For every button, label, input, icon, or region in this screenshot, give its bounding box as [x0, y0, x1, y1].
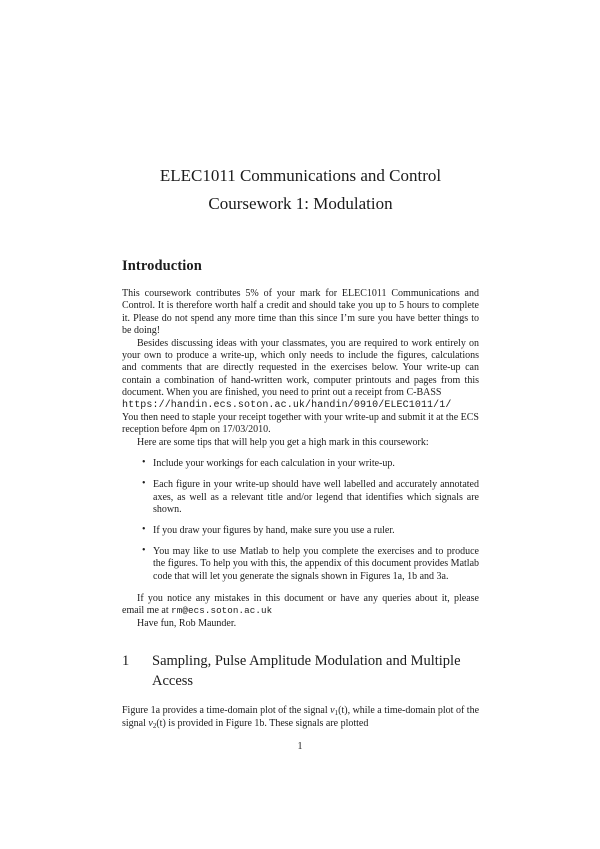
section-1-paragraph [122, 705, 479, 730]
bullet-icon: • [142, 523, 146, 535]
bullet-icon: • [142, 478, 146, 490]
intro-paragraph-3: You then need to staple your receipt together with your write-up and submit it at the ECS reception before 4pm on 17/03/2010. [122, 412, 479, 436]
math-v1-subscript: 1 [334, 709, 339, 718]
signoff-paragraph: Have fun, Rob Maunder. [137, 617, 237, 629]
document-title-line1: ELEC1011 Communications and Control [159, 166, 442, 185]
list-item [122, 546, 479, 583]
paragraph-text: , while a time-domain plot of the signal [122, 705, 480, 729]
text-column [122, 0, 479, 730]
tips-lead: Here are some tips that will help you get a high mark in this coursework: [137, 436, 429, 448]
intro-paragraph-2: Besides discussing ideas with your classmates, you are required to work entirely on your own to produce a write-up, which only needs to include the figures, calculations and comments that are directly requested in the exercises below. Your write-up can contain a combination of hand-written work, computer printouts and pages from this document. When you are finished, you need to print out a receipt from C-BASS [122, 337, 479, 399]
handin-url: https://handin.ecs.soton.ac.uk/handin/0910/ELEC1011/1/ [122, 399, 452, 411]
tip-text: Include your workings for each calculation in your write-up. [153, 458, 395, 470]
section-number: 1 [122, 653, 130, 670]
math-v2: v [148, 717, 153, 729]
list-item [122, 479, 479, 516]
tip-text: You may like to use Matlab to help you complete the exercises and to produce the figures. To help you with this, the appendix of this document provides Matlab code that will let you generate the signals shown in Figures 1a, 1b and 3a. [153, 545, 480, 582]
page-number: 1 [297, 741, 303, 752]
paragraph-text: is provided in Figure 1b. These signals are plotted [165, 717, 369, 729]
contact-text: If you notice any mistakes in this document or have any queries about it, please email me at [122, 593, 479, 617]
contact-email: rm@ecs.soton.ac.uk [171, 605, 273, 617]
math-v1: v [330, 705, 335, 717]
document-title [122, 162, 479, 218]
section-title: Sampling, Pulse Amplitude Modulation and Multiple Access [152, 653, 461, 690]
tip-text: Each figure in your write-up should have well labelled and accurately annotated axes, as well as a relevant title and/or legend that identifies which signals are shown. [153, 479, 479, 515]
math-v2-subscript: 2 [152, 721, 157, 730]
list-item [122, 525, 479, 537]
tip-text: If you draw your figures by hand, make sure you use a ruler. [153, 524, 395, 536]
bullet-icon: • [142, 457, 146, 469]
section-1-heading [122, 651, 479, 691]
introduction-heading: Introduction [122, 258, 202, 274]
contact-paragraph [122, 593, 479, 618]
bullet-icon: • [142, 544, 146, 556]
math-v2-args: (t) [156, 717, 166, 729]
math-v1-args: (t) [338, 705, 348, 717]
paragraph-text: Figure 1a provides a time-domain plot of the signal [122, 705, 331, 717]
document-title-line2: Coursework 1: Modulation [208, 194, 393, 213]
tips-list [122, 458, 479, 583]
list-item [122, 458, 479, 470]
intro-paragraph-1: This coursework contributes 5% of your mark for ELEC1011 Communications and Control. It is therefore worth half a credit and should take you up to 5 hours to complete it. Please do not spend any more time than this since I’m sure you have better things to be doing! [122, 288, 479, 337]
